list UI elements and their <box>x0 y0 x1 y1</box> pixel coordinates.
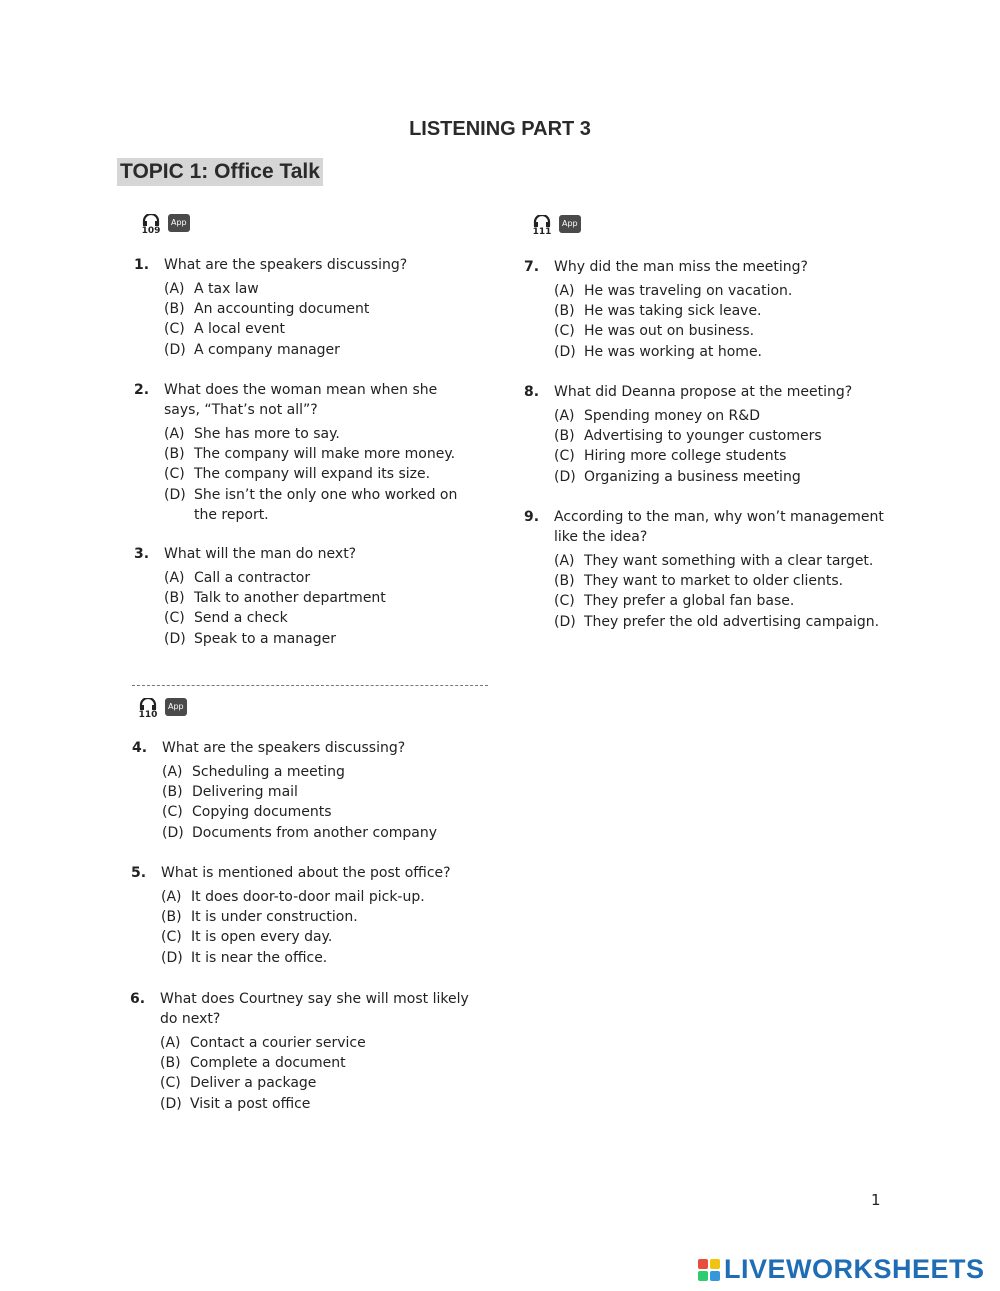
option-a[interactable] <box>160 1033 480 1053</box>
audio-badge-110[interactable] <box>137 698 187 720</box>
option-d[interactable] <box>164 340 484 360</box>
option-text: He was traveling on vacation. <box>584 283 793 299</box>
option-letter: (C) <box>161 929 182 946</box>
question-number: 2. <box>134 382 150 398</box>
option-text: A local event <box>194 321 285 338</box>
option-letter: (A) <box>164 570 185 586</box>
option-text: An accounting document <box>194 301 370 318</box>
option-letter: (B) <box>554 573 575 590</box>
option-letter: (C) <box>554 593 575 610</box>
option-text: They prefer a global fan base. <box>584 593 795 610</box>
question-number: 8. <box>524 384 540 400</box>
option-text: A tax law <box>194 281 259 297</box>
option-letter: (C) <box>164 321 185 338</box>
option-text: They want to market to older clients. <box>584 573 844 590</box>
option-letter: (C) <box>164 610 185 627</box>
option-letter: (C) <box>160 1075 181 1092</box>
option-d[interactable] <box>164 629 484 649</box>
option-c[interactable] <box>554 591 894 611</box>
option-text: Talk to another department <box>194 590 386 607</box>
option-letter: (A) <box>164 426 185 442</box>
option-text: He was out on business. <box>584 323 755 340</box>
option-b[interactable] <box>161 907 481 927</box>
option-text: They prefer the old advertising campaign. <box>584 613 880 630</box>
option-letter: (D) <box>161 949 183 966</box>
option-text: It is under construction. <box>191 909 358 926</box>
option-text: It is open every day. <box>191 929 333 946</box>
app-badge: App <box>165 698 187 716</box>
option-a[interactable] <box>164 568 484 588</box>
question-number: 5. <box>131 865 147 881</box>
brand-name: LIVEWORKSHEETS <box>724 1254 985 1284</box>
option-text: Deliver a package <box>190 1075 317 1092</box>
option-letter: (A) <box>554 283 575 299</box>
question-text: What is mentioned about the post office? <box>161 865 451 881</box>
page-number: 1 <box>871 1191 881 1209</box>
option-a[interactable] <box>164 279 484 299</box>
question-number: 4. <box>132 740 148 756</box>
option-letter: (A) <box>160 1035 181 1051</box>
option-d[interactable] <box>164 485 484 525</box>
option-d[interactable] <box>554 612 894 632</box>
option-c[interactable] <box>164 319 484 339</box>
headphones-icon <box>142 214 160 226</box>
question-number: 9. <box>524 509 540 525</box>
option-text: Copying documents <box>192 804 332 821</box>
option-text: She has more to say. <box>194 426 340 442</box>
option-letter: (A) <box>554 553 575 569</box>
option-text: It does door-to-door mail pick-up. <box>191 889 425 905</box>
option-text: Call a contractor <box>194 570 311 586</box>
option-letter: (B) <box>554 303 575 320</box>
question-text: According to the man, why won’t management like the idea? <box>554 509 884 545</box>
question-7 <box>524 257 874 362</box>
topic-heading: TOPIC 1: Office Talk <box>117 158 323 186</box>
option-a[interactable] <box>554 281 874 301</box>
option-letter: (B) <box>164 590 185 607</box>
question-4 <box>132 738 482 843</box>
option-text: The company will expand its size. <box>194 466 431 483</box>
option-text: He was working at home. <box>584 343 763 360</box>
logo-icon <box>698 1259 720 1281</box>
track-number: 110 <box>138 710 158 720</box>
question-text: What does Courtney say she will most likely do next? <box>160 991 469 1027</box>
option-c[interactable] <box>162 802 482 822</box>
option-c[interactable] <box>160 1073 480 1093</box>
logo-tile <box>710 1271 720 1281</box>
question-number: 6. <box>130 991 146 1007</box>
option-text: Visit a post office <box>190 1095 311 1112</box>
option-text: They want something with a clear target. <box>584 553 874 569</box>
option-letter: (C) <box>162 804 183 821</box>
option-letter: (B) <box>161 909 182 926</box>
option-a[interactable] <box>554 551 894 571</box>
option-text: Contact a courier service <box>190 1035 366 1051</box>
option-b[interactable] <box>164 588 484 608</box>
option-a[interactable] <box>554 406 874 426</box>
logo-tile <box>710 1259 720 1269</box>
track-number: 109 <box>141 226 161 236</box>
option-b[interactable] <box>164 444 484 464</box>
page-title: LISTENING PART 3 <box>409 118 591 140</box>
question-3 <box>134 544 484 649</box>
option-c[interactable] <box>164 464 484 484</box>
option-text: Hiring more college students <box>584 448 787 465</box>
question-text: What are the speakers discussing? <box>162 740 406 756</box>
option-a[interactable] <box>164 424 484 444</box>
option-letter: (A) <box>554 408 575 424</box>
option-letter: (B) <box>164 301 185 318</box>
option-d[interactable] <box>161 948 481 968</box>
section-divider <box>132 685 488 686</box>
option-text: She isn’t the only one who worked on the report. <box>194 486 458 523</box>
logo-tile <box>698 1259 708 1269</box>
option-letter: (B) <box>162 784 183 801</box>
option-letter: (D) <box>160 1095 182 1112</box>
option-c[interactable] <box>164 608 484 628</box>
option-letter: (D) <box>554 343 576 360</box>
logo-tile <box>698 1271 708 1281</box>
headphones-icon <box>139 698 157 710</box>
option-c[interactable] <box>554 446 874 466</box>
app-badge: App <box>168 214 190 232</box>
question-2 <box>134 380 484 525</box>
option-letter: (C) <box>554 323 575 340</box>
option-text: Delivering mail <box>192 784 298 801</box>
option-b[interactable] <box>554 571 894 591</box>
question-9 <box>524 507 894 632</box>
headphones-icon <box>533 215 551 227</box>
question-text: What will the man do next? <box>164 546 357 562</box>
option-text: Send a check <box>194 610 288 627</box>
option-letter: (C) <box>554 448 575 465</box>
question-text: What are the speakers discussing? <box>164 257 408 273</box>
option-d[interactable] <box>554 342 874 362</box>
option-text: Spending money on R&D <box>584 408 760 424</box>
option-letter: (B) <box>554 428 575 445</box>
option-a[interactable] <box>161 887 481 907</box>
question-6 <box>130 989 480 1114</box>
option-b[interactable] <box>554 426 874 446</box>
question-8 <box>524 382 874 487</box>
audio-badge-111[interactable] <box>531 215 581 237</box>
audio-badge-109[interactable] <box>140 214 190 236</box>
option-letter: (D) <box>554 613 576 630</box>
option-d[interactable] <box>160 1094 480 1114</box>
option-text: Speak to a manager <box>194 630 336 647</box>
liveworksheets-logo[interactable] <box>698 1254 985 1285</box>
question-number: 3. <box>134 546 150 562</box>
option-letter: (D) <box>554 468 576 485</box>
option-text: It is near the office. <box>191 949 328 966</box>
question-1 <box>134 255 484 360</box>
track-number: 111 <box>532 227 552 237</box>
question-5 <box>131 863 481 968</box>
option-text: The company will make more money. <box>194 446 456 463</box>
option-letter: (D) <box>164 486 186 503</box>
option-letter: (B) <box>160 1055 181 1072</box>
option-b[interactable] <box>164 299 484 319</box>
option-letter: (D) <box>162 824 184 841</box>
option-text: Complete a document <box>190 1055 346 1072</box>
option-letter: (D) <box>164 630 186 647</box>
app-badge: App <box>559 215 581 233</box>
option-b[interactable] <box>162 782 482 802</box>
question-text: Why did the man miss the meeting? <box>554 259 808 275</box>
option-text: He was taking sick leave. <box>584 303 762 320</box>
option-c[interactable] <box>161 927 481 947</box>
question-number: 7. <box>524 259 540 275</box>
option-text: Advertising to younger customers <box>584 428 822 445</box>
question-text: What does the woman mean when she says, “That’s not all”? <box>164 382 438 418</box>
option-letter: (B) <box>164 446 185 463</box>
option-b[interactable] <box>160 1053 480 1073</box>
option-letter: (A) <box>164 281 185 297</box>
option-text: Scheduling a meeting <box>192 764 345 780</box>
option-text: Documents from another company <box>192 824 438 841</box>
option-d[interactable] <box>162 823 482 843</box>
question-number: 1. <box>134 257 150 273</box>
option-c[interactable] <box>554 321 874 341</box>
option-b[interactable] <box>554 301 874 321</box>
option-letter: (D) <box>164 341 186 358</box>
option-text: A company manager <box>194 341 340 358</box>
option-letter: (A) <box>162 764 183 780</box>
option-letter: (C) <box>164 466 185 483</box>
option-text: Organizing a business meeting <box>584 468 801 485</box>
option-a[interactable] <box>162 762 482 782</box>
question-text: What did Deanna propose at the meeting? <box>554 384 853 400</box>
option-d[interactable] <box>554 467 874 487</box>
option-letter: (A) <box>161 889 182 905</box>
